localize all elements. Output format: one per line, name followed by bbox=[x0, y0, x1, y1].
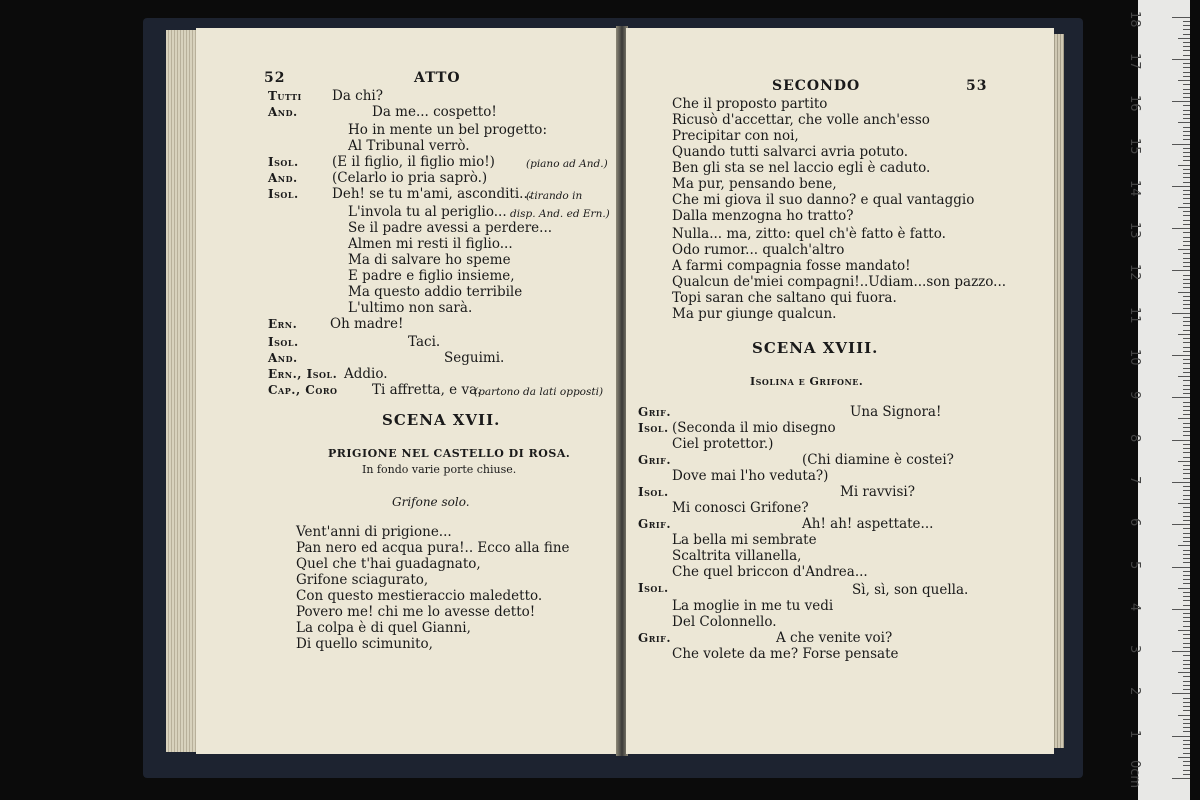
ruler-tick bbox=[1178, 545, 1190, 546]
scene-title: SCENA XVIII. bbox=[752, 339, 879, 357]
ruler-tick bbox=[1183, 279, 1190, 280]
verse-line: L'invola tu al periglio... bbox=[348, 204, 507, 220]
ruler-tick bbox=[1183, 761, 1190, 762]
ruler-tick bbox=[1172, 778, 1190, 779]
ruler-tick bbox=[1183, 325, 1190, 326]
ruler-tick bbox=[1183, 507, 1190, 508]
ruler-tick bbox=[1183, 512, 1190, 513]
ruler-tick bbox=[1183, 283, 1190, 284]
ruler-tick bbox=[1183, 710, 1190, 711]
ruler-number: 15 bbox=[1127, 137, 1142, 155]
verse-line: Nulla... ma, zitto: quel ch'è fatto è fatto. bbox=[672, 226, 946, 242]
ruler-tick bbox=[1178, 461, 1190, 462]
ruler-tick bbox=[1183, 613, 1190, 614]
ruler-tick bbox=[1183, 160, 1190, 161]
speaker: Tutti bbox=[268, 89, 302, 103]
verse-line: Se il padre avessi a perdere... bbox=[348, 220, 553, 236]
page-number-right: 53 bbox=[966, 78, 988, 94]
speaker: And. bbox=[268, 105, 298, 119]
ruler-tick bbox=[1183, 723, 1190, 724]
verse-line: Topi saran che saltano qui fuora. bbox=[672, 290, 897, 306]
ruler-tick bbox=[1183, 211, 1190, 212]
scene-detail: In fondo varie porte chiuse. bbox=[362, 463, 517, 476]
verse-line: Ciel protettor.) bbox=[672, 436, 774, 452]
ruler-number: 4 bbox=[1127, 602, 1142, 612]
verse-line: Mi ravvisi? bbox=[840, 484, 915, 500]
ruler-tick bbox=[1183, 342, 1190, 343]
ruler-tick bbox=[1183, 34, 1190, 35]
ruler-tick bbox=[1172, 736, 1190, 737]
ruler-tick bbox=[1183, 664, 1190, 665]
ruler-tick bbox=[1183, 698, 1190, 699]
ruler-tick bbox=[1183, 385, 1190, 386]
ruler-tick bbox=[1172, 693, 1190, 694]
ruler-tick bbox=[1183, 685, 1190, 686]
ruler-tick bbox=[1183, 215, 1190, 216]
verse-line: E padre e figlio insieme, bbox=[348, 268, 515, 284]
stage-direction: (partono da lati opposti) bbox=[474, 386, 604, 398]
ruler-tick bbox=[1178, 207, 1190, 208]
stage-direction: (piano ad And.) bbox=[526, 158, 608, 170]
page-edges-left bbox=[166, 30, 200, 752]
ruler-tick bbox=[1178, 122, 1190, 123]
ruler-tick bbox=[1172, 440, 1190, 441]
ruler-tick bbox=[1178, 38, 1190, 39]
ruler-tick bbox=[1183, 520, 1190, 521]
ruler-tick bbox=[1183, 42, 1190, 43]
ruler-tick bbox=[1183, 621, 1190, 622]
ruler-tick bbox=[1183, 605, 1190, 606]
ruler-tick bbox=[1183, 689, 1190, 690]
ruler-tick bbox=[1183, 423, 1190, 424]
ruler-tick bbox=[1183, 237, 1190, 238]
page-number-left: 52 bbox=[264, 70, 286, 86]
ruler-tick bbox=[1178, 292, 1190, 293]
ruler-number: 1 bbox=[1127, 729, 1142, 738]
ruler-tick bbox=[1183, 727, 1190, 728]
ruler-tick bbox=[1183, 105, 1190, 106]
ruler-tick bbox=[1183, 478, 1190, 479]
verse-line: Dalla menzogna ho tratto? bbox=[672, 208, 854, 224]
ruler-tick bbox=[1183, 617, 1190, 618]
verse-line: Vent'anni di prigione... bbox=[296, 524, 452, 540]
ruler-tick bbox=[1183, 131, 1190, 132]
verse-line: Seguimi. bbox=[444, 350, 505, 366]
ruler-tick bbox=[1183, 643, 1190, 644]
verse-line: L'ultimo non sarà. bbox=[348, 300, 473, 316]
ruler-tick bbox=[1183, 655, 1190, 656]
ruler-tick bbox=[1178, 249, 1190, 250]
ruler-tick bbox=[1183, 431, 1190, 432]
ruler-tick bbox=[1183, 198, 1190, 199]
ruler-tick bbox=[1183, 380, 1190, 381]
ruler-number: 12 bbox=[1127, 264, 1142, 281]
verse-line: Che volete da me? Forse pensate bbox=[672, 646, 899, 662]
ruler-tick bbox=[1183, 72, 1190, 73]
ruler-tick bbox=[1172, 228, 1190, 229]
speaker: Grif. bbox=[638, 631, 671, 645]
ruler-number: 10 bbox=[1127, 349, 1142, 366]
verse-line: (E il figlio, il figlio mio!) bbox=[332, 154, 495, 170]
ruler-tick bbox=[1183, 304, 1190, 305]
ruler-number: 8 bbox=[1127, 433, 1142, 442]
ruler-number: 16 bbox=[1127, 95, 1142, 112]
verse-line: Ma pur giunge qualcun. bbox=[672, 306, 837, 322]
verse-line: Ho in mente un bel progetto: bbox=[348, 122, 547, 138]
ruler-tick bbox=[1172, 609, 1190, 610]
ruler-tick bbox=[1183, 528, 1190, 529]
page-header-left: ATTO bbox=[414, 70, 461, 86]
ruler-tick bbox=[1183, 748, 1190, 749]
verse-line: Mi conosci Grifone? bbox=[672, 500, 809, 516]
ruler-tick bbox=[1183, 190, 1190, 191]
verse-line: (Seconda il mio disegno bbox=[672, 420, 836, 436]
ruler-tick bbox=[1183, 541, 1190, 542]
verse-line: Di quello scimunito, bbox=[296, 636, 433, 652]
ruler-tick bbox=[1183, 765, 1190, 766]
ruler-tick bbox=[1183, 579, 1190, 580]
ruler-tick bbox=[1183, 575, 1190, 576]
stage-direction: (tirando in bbox=[526, 190, 583, 202]
ruler-tick bbox=[1183, 558, 1190, 559]
ruler-tick bbox=[1172, 313, 1190, 314]
verse-line: Scaltrita villanella, bbox=[672, 548, 802, 564]
left-page bbox=[196, 28, 618, 754]
page-header-right: SECONDO bbox=[772, 78, 861, 94]
ruler-tick bbox=[1172, 144, 1190, 145]
ruler-tick bbox=[1183, 232, 1190, 233]
speaker: And. bbox=[268, 171, 298, 185]
ruler-tick bbox=[1183, 583, 1190, 584]
ruler-tick bbox=[1183, 499, 1190, 500]
ruler-tick bbox=[1183, 486, 1190, 487]
ruler-tick bbox=[1183, 63, 1190, 64]
ruler-tick bbox=[1183, 473, 1190, 474]
ruler-tick bbox=[1183, 118, 1190, 119]
ruler-tick bbox=[1183, 46, 1190, 47]
ruler-tick bbox=[1183, 647, 1190, 648]
ruler-tick bbox=[1183, 469, 1190, 470]
ruler-tick bbox=[1183, 753, 1190, 754]
stage-direction: disp. And. ed Ern.) bbox=[510, 208, 610, 220]
ruler-tick bbox=[1183, 110, 1190, 111]
speaker: Grif. bbox=[638, 453, 671, 467]
ruler-number: 14 bbox=[1127, 179, 1142, 197]
ruler-tick bbox=[1178, 80, 1190, 81]
ruler-tick bbox=[1183, 393, 1190, 394]
verse-line: Odo rumor... qualch'altro bbox=[672, 242, 845, 258]
ruler-tick bbox=[1183, 402, 1190, 403]
verse-line: Al Tribunal verrò. bbox=[348, 138, 470, 154]
ruler-tick bbox=[1183, 770, 1190, 771]
ruler-unit-label: 0cm bbox=[1127, 760, 1142, 789]
ruler-tick bbox=[1183, 660, 1190, 661]
ruler-tick bbox=[1183, 139, 1190, 140]
verse-line: Da me... cospetto! bbox=[372, 104, 497, 120]
ruler-tick bbox=[1172, 101, 1190, 102]
ruler-tick bbox=[1172, 270, 1190, 271]
verse-line: A farmi compagnia fosse mandato! bbox=[672, 258, 911, 274]
ruler-tick bbox=[1178, 418, 1190, 419]
verse-line: (Celarlo io pria saprò.) bbox=[332, 170, 488, 186]
ruler-number: 11 bbox=[1127, 306, 1142, 324]
ruler-number: 5 bbox=[1127, 560, 1142, 569]
ruler-tick bbox=[1183, 25, 1190, 26]
scene-characters: Isolina e Grifone. bbox=[750, 375, 864, 388]
speaker: Ern., Isol. bbox=[268, 367, 338, 381]
ruler-tick bbox=[1183, 296, 1190, 297]
speaker: Grif. bbox=[638, 405, 671, 419]
verse-line: Ricusò d'accettar, che volle anch'esso bbox=[672, 112, 930, 128]
verse-line: Sì, sì, son quella. bbox=[852, 582, 969, 598]
verse-line: Che il proposto partito bbox=[672, 96, 828, 112]
ruler-tick bbox=[1183, 490, 1190, 491]
verse-line: A che venite voi? bbox=[776, 630, 893, 646]
ruler-tick bbox=[1183, 427, 1190, 428]
ruler-tick bbox=[1172, 482, 1190, 483]
ruler-number: 17 bbox=[1127, 52, 1142, 70]
ruler-tick bbox=[1172, 59, 1190, 60]
ruler-tick bbox=[1183, 444, 1190, 445]
ruler-tick bbox=[1183, 706, 1190, 707]
verse-line: Ben gli sta se nel laccio egli è caduto. bbox=[672, 160, 931, 176]
ruler-tick bbox=[1183, 275, 1190, 276]
verse-line: Quando tutti salvarci avria potuto. bbox=[672, 144, 909, 160]
ruler-tick bbox=[1183, 596, 1190, 597]
ruler-tick bbox=[1183, 634, 1190, 635]
ruler-tick bbox=[1183, 50, 1190, 51]
ruler-tick bbox=[1183, 465, 1190, 466]
ruler-tick bbox=[1183, 84, 1190, 85]
speaker: Isol. bbox=[638, 485, 669, 499]
ruler-tick bbox=[1183, 372, 1190, 373]
ruler-tick bbox=[1183, 554, 1190, 555]
ruler-tick bbox=[1183, 317, 1190, 318]
ruler-tick bbox=[1183, 338, 1190, 339]
verse-line: La colpa è di quel Gianni, bbox=[296, 620, 471, 636]
ruler-tick bbox=[1172, 355, 1190, 356]
ruler-tick bbox=[1183, 537, 1190, 538]
speaker: And. bbox=[268, 351, 298, 365]
ruler-tick bbox=[1183, 592, 1190, 593]
ruler-tick bbox=[1172, 186, 1190, 187]
verse-line: Che mi giova il suo danno? e qual vantaggio bbox=[672, 192, 975, 208]
ruler-tick bbox=[1183, 203, 1190, 204]
ruler-tick bbox=[1178, 672, 1190, 673]
ruler-tick bbox=[1183, 224, 1190, 225]
speaker: Isol. bbox=[268, 187, 299, 201]
ruler-tick bbox=[1183, 368, 1190, 369]
ruler-number: 7 bbox=[1127, 475, 1142, 485]
ruler-tick bbox=[1183, 347, 1190, 348]
verse-line: Addio. bbox=[344, 366, 388, 382]
ruler-tick bbox=[1183, 774, 1190, 775]
verse-line: La moglie in me tu vedi bbox=[672, 598, 834, 614]
verse-line: Con questo mestieraccio maledetto. bbox=[296, 588, 543, 604]
ruler-tick bbox=[1183, 389, 1190, 390]
ruler-tick bbox=[1183, 668, 1190, 669]
ruler-tick bbox=[1172, 567, 1190, 568]
ruler-tick bbox=[1183, 406, 1190, 407]
verse-line: Da chi? bbox=[332, 88, 383, 104]
ruler-number: 6 bbox=[1127, 518, 1142, 527]
ruler-tick bbox=[1178, 165, 1190, 166]
ruler-tick bbox=[1183, 287, 1190, 288]
ruler-tick bbox=[1183, 638, 1190, 639]
ruler-tick bbox=[1172, 17, 1190, 18]
verse-line: Povero me! chi me lo avesse detto! bbox=[296, 604, 536, 620]
verse-line: Deh! se tu m'ami, asconditi... bbox=[332, 186, 533, 202]
ruler-tick bbox=[1183, 148, 1190, 149]
speaker: Grif. bbox=[638, 517, 671, 531]
verse-line: Grifone sciagurato, bbox=[296, 572, 429, 588]
ruler-tick bbox=[1183, 76, 1190, 77]
verse-line: Taci. bbox=[408, 334, 441, 350]
ruler-tick bbox=[1183, 258, 1190, 259]
ruler-tick bbox=[1183, 740, 1190, 741]
ruler-tick bbox=[1183, 67, 1190, 68]
ruler-number: 3 bbox=[1127, 645, 1142, 654]
speaker: Isol. bbox=[268, 155, 299, 169]
speaker: Isol. bbox=[638, 581, 669, 595]
ruler-tick bbox=[1183, 220, 1190, 221]
ruler-tick bbox=[1183, 410, 1190, 411]
ruler-tick bbox=[1178, 715, 1190, 716]
ruler-tick bbox=[1183, 308, 1190, 309]
verse-line: Quel che t'hai guadagnato, bbox=[296, 556, 481, 572]
verse-line: Dove mai l'ho veduta?) bbox=[672, 468, 829, 484]
verse-line: Qualcun de'miei compagni!..Udiam...son pazzo... bbox=[672, 274, 1007, 290]
ruler-tick bbox=[1183, 435, 1190, 436]
ruler-tick bbox=[1183, 114, 1190, 115]
verse-line: Oh madre! bbox=[330, 316, 404, 332]
ruler-tick bbox=[1178, 630, 1190, 631]
ruler-tick bbox=[1178, 503, 1190, 504]
ruler-tick bbox=[1183, 562, 1190, 563]
ruler-tick bbox=[1183, 262, 1190, 263]
ruler-tick bbox=[1183, 169, 1190, 170]
ruler-tick bbox=[1183, 127, 1190, 128]
verse-line: Che quel briccon d'Andrea... bbox=[672, 564, 868, 580]
ruler-tick bbox=[1183, 719, 1190, 720]
ruler-tick bbox=[1183, 363, 1190, 364]
verse-line: Ma di salvare ho speme bbox=[348, 252, 511, 268]
verse-line: Pan nero ed acqua pura!.. Ecco alla fine bbox=[296, 540, 570, 556]
speaker: Isol. bbox=[638, 421, 669, 435]
speaker: Ern. bbox=[268, 317, 298, 331]
ruler-tick bbox=[1172, 524, 1190, 525]
ruler-tick bbox=[1183, 744, 1190, 745]
ruler-tick bbox=[1183, 93, 1190, 94]
ruler-tick bbox=[1183, 266, 1190, 267]
ruler-tick bbox=[1183, 89, 1190, 90]
ruler-tick bbox=[1183, 351, 1190, 352]
ruler-tick bbox=[1178, 757, 1190, 758]
ruler-tick bbox=[1178, 376, 1190, 377]
ruler-tick bbox=[1183, 29, 1190, 30]
ruler-number: 9 bbox=[1127, 391, 1142, 400]
ruler-tick bbox=[1183, 173, 1190, 174]
ruler-number: 18 bbox=[1127, 10, 1142, 28]
ruler-tick bbox=[1183, 452, 1190, 453]
ruler-tick bbox=[1178, 588, 1190, 589]
ruler-tick bbox=[1183, 55, 1190, 56]
right-page bbox=[626, 28, 1054, 754]
ruler-tick bbox=[1183, 156, 1190, 157]
verse-line: (Chi diamine è costei? bbox=[802, 452, 954, 468]
ruler-tick bbox=[1183, 626, 1190, 627]
ruler-number: 2 bbox=[1127, 687, 1142, 696]
ruler-tick bbox=[1183, 135, 1190, 136]
ruler-tick bbox=[1183, 253, 1190, 254]
ruler-tick bbox=[1183, 448, 1190, 449]
verse-line: Ma questo addio terribile bbox=[348, 284, 523, 300]
scene-place: PRIGIONE NEL CASTELLO DI ROSA. bbox=[328, 447, 571, 460]
ruler-tick bbox=[1183, 681, 1190, 682]
ruler-tick bbox=[1183, 676, 1190, 677]
ruler-tick bbox=[1183, 600, 1190, 601]
ruler-tick bbox=[1183, 182, 1190, 183]
ruler-tick bbox=[1183, 97, 1190, 98]
ruler-tick bbox=[1183, 359, 1190, 360]
verse-line: Una Signora! bbox=[850, 404, 942, 420]
ruler-tick bbox=[1183, 321, 1190, 322]
ruler-tick bbox=[1183, 330, 1190, 331]
ruler-tick bbox=[1172, 397, 1190, 398]
speaker: Cap., Coro bbox=[268, 383, 338, 397]
ruler-tick bbox=[1183, 702, 1190, 703]
ruler-tick bbox=[1183, 457, 1190, 458]
speaker: Isol. bbox=[268, 335, 299, 349]
measurement-ruler bbox=[1127, 0, 1190, 800]
verse-line: Almen mi resti il figlio... bbox=[348, 236, 513, 252]
scene-title: SCENA XVII. bbox=[382, 411, 501, 429]
ruler-tick bbox=[1183, 533, 1190, 534]
verse-line: Ti affretta, e va. bbox=[372, 382, 482, 398]
ruler-tick bbox=[1178, 334, 1190, 335]
verse-line: La bella mi sembrate bbox=[672, 532, 817, 548]
ruler-tick bbox=[1172, 651, 1190, 652]
ruler-number: 13 bbox=[1127, 222, 1142, 239]
ruler-tick bbox=[1183, 21, 1190, 22]
ruler-tick bbox=[1183, 550, 1190, 551]
ruler-tick bbox=[1183, 177, 1190, 178]
ruler-tick bbox=[1183, 300, 1190, 301]
scene-character: Grifone solo. bbox=[392, 495, 470, 509]
ruler-tick bbox=[1183, 245, 1190, 246]
verse-line: Ma pur, pensando bene, bbox=[672, 176, 837, 192]
verse-line: Precipitar con noi, bbox=[672, 128, 799, 144]
ruler-tick bbox=[1183, 516, 1190, 517]
ruler-tick bbox=[1183, 194, 1190, 195]
ruler-tick bbox=[1183, 731, 1190, 732]
verse-line: Del Colonnello. bbox=[672, 614, 777, 630]
verse-line: Ah! ah! aspettate... bbox=[802, 516, 934, 532]
ruler-tick bbox=[1183, 241, 1190, 242]
ruler-tick bbox=[1183, 495, 1190, 496]
ruler-tick bbox=[1183, 152, 1190, 153]
ruler-tick bbox=[1183, 571, 1190, 572]
ruler-tick bbox=[1183, 414, 1190, 415]
